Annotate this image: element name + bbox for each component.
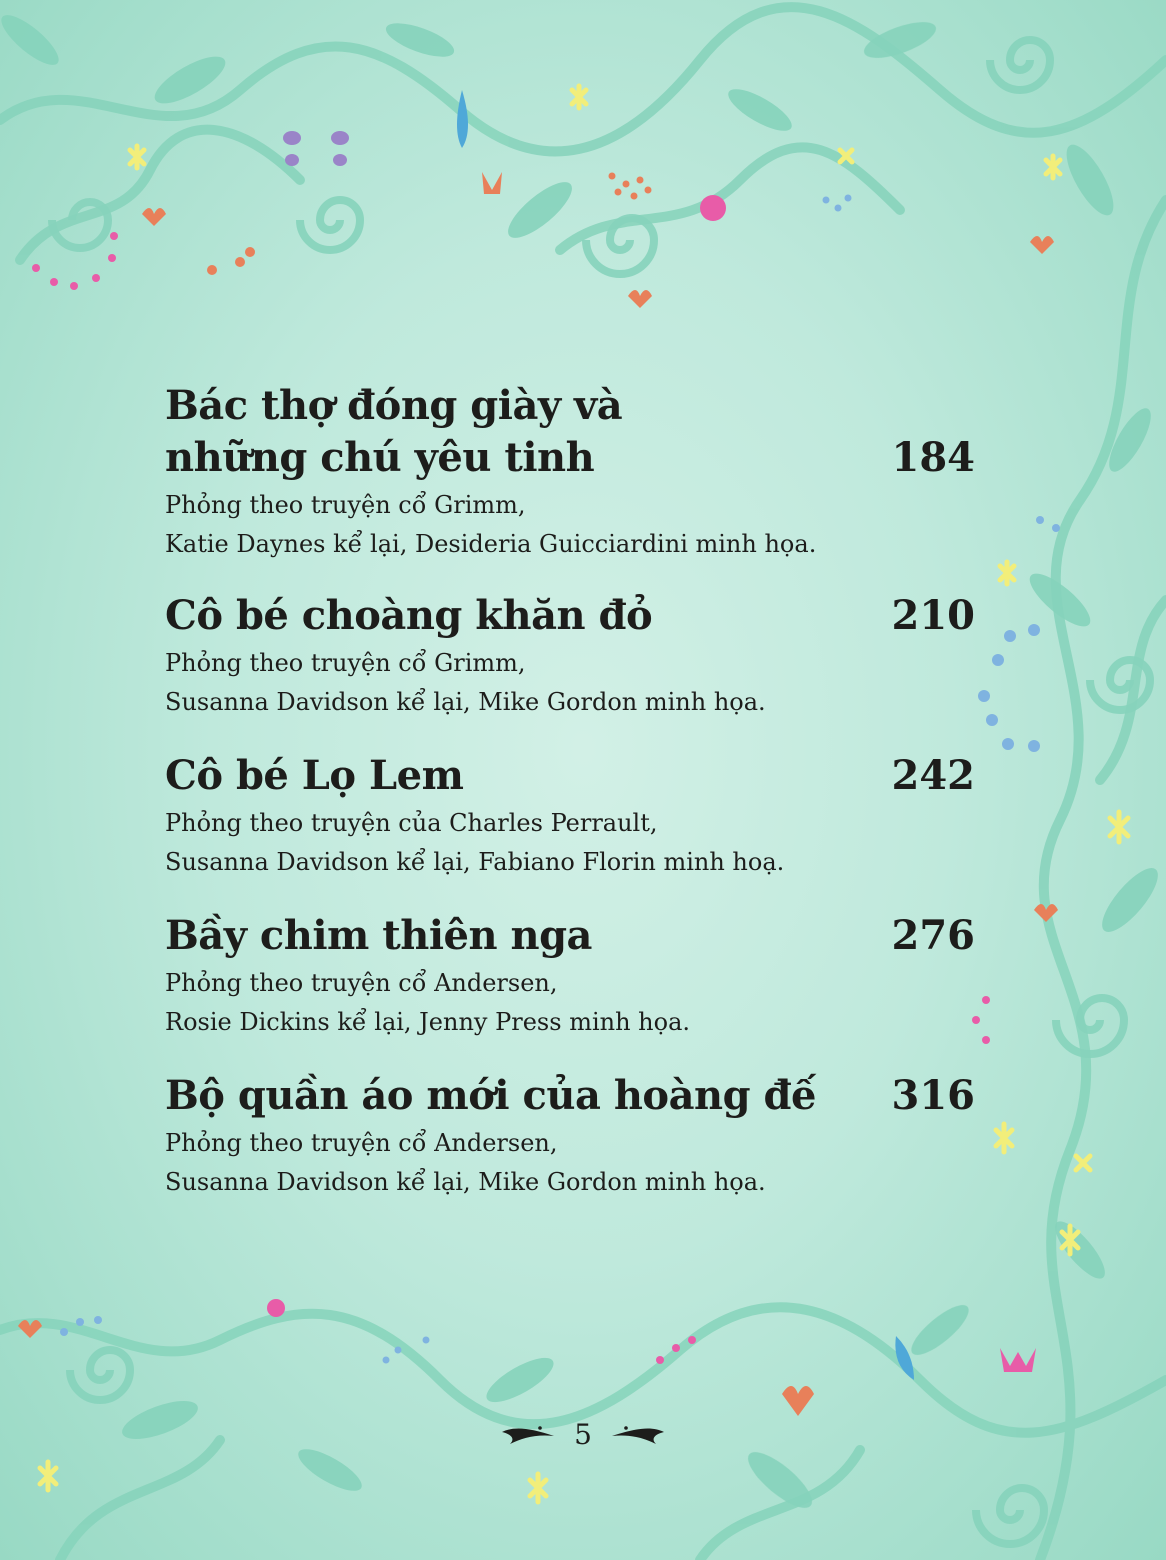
page-folio [0,1418,1166,1451]
toc-entry-title-row [165,910,975,962]
toc-entry-page-number: 242 [891,752,975,799]
toc-entry [165,380,975,564]
toc-entry-credit: Phỏng theo truyện cổ Andersen, Susanna Davidson kể lại, Mike Gordon minh họa. [165,1129,766,1196]
toc-entry-title-row [165,750,975,802]
toc-entry [165,1070,975,1202]
toc-entry-title: Cô bé choàng khăn đỏ [165,592,653,639]
toc-entry-title-row [165,380,975,484]
toc-entry-title-row [165,590,975,642]
toc-entry-page-number: 276 [891,912,975,959]
toc-entry-page-number: 316 [891,1072,975,1119]
toc-entry-title: Cô bé Lọ Lem [165,752,464,799]
toc-entry-page-number: 210 [891,592,975,639]
toc-entry-credit: Phỏng theo truyện của Charles Perrault, Susanna Davidson kể lại, Fabiano Florin minh hoạ. [165,809,785,876]
toc-entry-credit: Phỏng theo truyện cổ Grimm, Katie Daynes kể lại, Desideria Guicciardini minh họa. [165,491,817,558]
table-of-contents [165,380,975,1202]
toc-entry-credit: Phỏng theo truyện cổ Andersen, Rosie Dickins kể lại, Jenny Press minh họa. [165,969,691,1036]
left-flourish-icon [500,1424,556,1446]
toc-entry-credit: Phỏng theo truyện cổ Grimm, Susanna Davidson kể lại, Mike Gordon minh họa. [165,649,766,716]
toc-entry [165,750,975,882]
toc-entry-title: Bầy chim thiên nga [165,912,592,959]
toc-entry-title: Bác thợ đóng giày và những chú yêu tinh [165,382,623,481]
page-number: 5 [574,1418,592,1451]
toc-entry-page-number: 184 [891,434,975,481]
toc-entry [165,590,975,722]
right-flourish-icon [610,1424,666,1446]
toc-entry-title: Bộ quần áo mới của hoàng đế [165,1072,816,1119]
toc-entry [165,910,975,1042]
toc-entry-title-row [165,1070,975,1122]
